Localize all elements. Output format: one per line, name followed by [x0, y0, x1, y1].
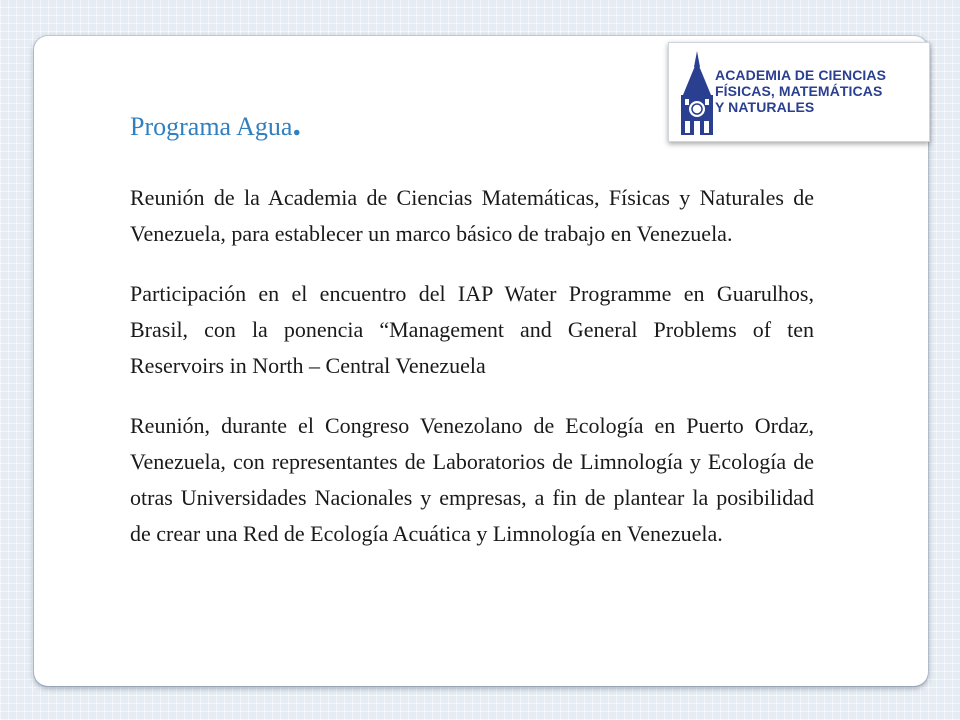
logo-line: FÍSICAS, MATEMÁTICAS	[715, 83, 883, 99]
paragraph: Reunión de la Academia de Ciencias Matemáticas, Físicas y Naturales de Venezuela, para establecer un marco básico de trabajo en Venezuela.	[130, 185, 814, 246]
academy-building-icon	[677, 49, 717, 137]
paragraph: Reunión, durante el Congreso Venezolano de Ecología en Puerto Ordaz, Venezuela, con representantes de Laboratorios de Limnología y Ecología de otras Universidades Nacionales y empresas, a fin de plantear la posibilidad de crear una Red de Ecología Acuática y Limnología en Venezuela.	[130, 413, 814, 546]
slide-title	[130, 106, 301, 144]
logo-line: ACADEMIA DE CIENCIAS	[715, 67, 887, 83]
logo-text	[715, 67, 886, 115]
logo-line: Y NATURALES	[715, 99, 815, 115]
paragraph: Participación en el encuentro del IAP Water Programme en Guarulhos, Brasil, con la ponencia “Management and General Problems of ten Reservoirs in North – Central Venezuela	[130, 281, 814, 378]
academy-logo	[668, 42, 930, 142]
title-punct: .	[292, 106, 301, 143]
title-text: Programa Agua	[130, 112, 293, 141]
slide-body	[130, 180, 814, 576]
